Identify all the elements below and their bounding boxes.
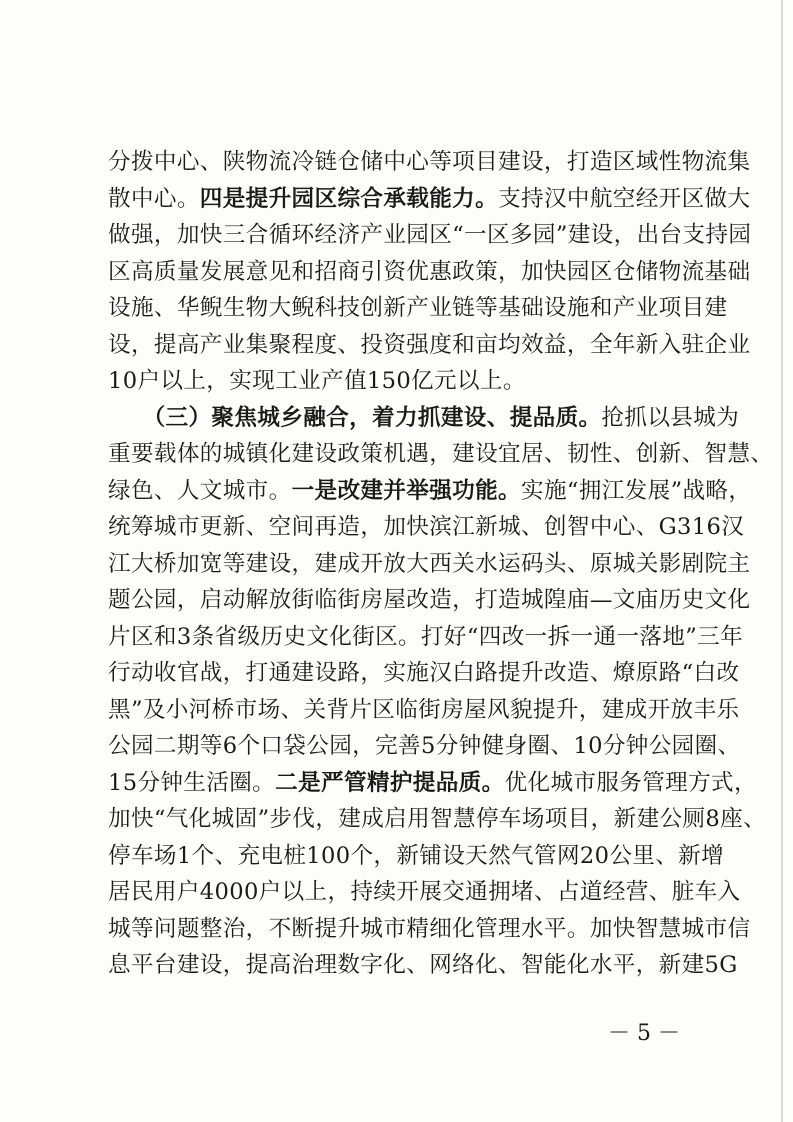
text-line [108, 728, 741, 765]
body-text: 行动收官战，打通建设路，实施汉白路提升改造、燎原路“白改 [108, 660, 740, 686]
bold-heading-text: （三）聚焦城乡融合，着力抓建设、提品质。 [153, 404, 602, 431]
body-text: 加快“气化城固”步伐，建成启用智慧停车场项目，新建公厕8座、 [108, 806, 767, 832]
body-text: 题公园，启动解放街临街房屋改造，打造城隍庙—文庙历史文化 [108, 587, 751, 613]
text-line [108, 473, 752, 510]
text-line [108, 327, 751, 364]
body-text: 15分钟生活圈。 [108, 769, 276, 796]
text-line [108, 290, 728, 327]
body-text: 支持汉中航空经开区做大 [498, 185, 751, 212]
text-line [108, 947, 738, 984]
bold-heading-text: 二是严管精护提品质。 [275, 769, 505, 796]
text-line [108, 144, 751, 181]
body-text: 10户以上，实现工业产值150亿元以上。 [108, 368, 526, 394]
body-text: 区高质量发展意见和招商引资优惠政策，加快园区仓储物流基础 [108, 258, 751, 285]
text-line [108, 509, 745, 546]
body-text: 息平台建设，提高治理数字化、网络化、智能化水平，新建5G [108, 952, 738, 978]
text-line [108, 181, 751, 218]
body-text: 城等问题整治，不断提升城市精细化管理水平。加快智慧城市信 [108, 915, 751, 942]
body-text: 实施“拥江发展”战略， [521, 477, 752, 504]
bold-heading-text: 一是改建并举强功能。 [291, 477, 521, 504]
body-text: 公园二期等6个口袋公园，完善5分钟健身圈、10分钟公园圈、 [108, 733, 741, 759]
body-text: 江大桥加宽等建设，建成开放大西关水运码头、原城关影剧院主 [108, 550, 751, 577]
text-line [108, 838, 725, 875]
text-line [108, 546, 751, 583]
body-text: 绿色、人文城市。 [108, 477, 292, 504]
page-edge-shadow [781, 0, 783, 1122]
body-text: 统筹城市更新、空间再造，加快滨江新城、创智中心、G316汉 [108, 514, 745, 540]
text-line [108, 436, 774, 473]
body-text: 设施、华鲵生物大鲵科技创新产业链等基础设施和产业项目建 [108, 295, 728, 321]
body-text: 黑”及小河桥市场、关背片区临街房屋风貌提升，建成开放丰乐 [108, 696, 740, 723]
body-text: 停车场1个、充电桩100个，新铺设天然气管网20公里、新增 [108, 842, 725, 869]
text-line [108, 619, 744, 656]
body-text [108, 405, 154, 431]
text-line [108, 692, 740, 729]
body-text: 设，提高产业集聚程度、投资强度和亩均效益，全年新入驻企业 [108, 331, 751, 358]
body-text: 优化城市服务管理方式， [504, 769, 757, 796]
text-line [108, 874, 741, 911]
text-line [108, 911, 751, 948]
text-line [108, 363, 690, 400]
page-number: － 5 － [608, 1021, 680, 1046]
text-line [108, 217, 752, 254]
bold-heading-text: 四是提升园区综合承载能力。 [199, 185, 499, 212]
text-line [108, 400, 740, 437]
body-text: 散中心。 [108, 185, 200, 212]
text-line [108, 582, 751, 619]
body-text: 居民用户4000户以上，持续开展交通拥堵、占道经营、脏车入 [108, 879, 741, 905]
body-text: 重要载体的城镇化建设政策机遇，建设宜居、韧性、创新、智慧、 [108, 441, 774, 467]
body-text: 抢抓以县城为 [601, 404, 740, 431]
text-line [108, 655, 740, 692]
body-text: 做强，加快三合循环经济产业园区“一区多园”建设，出台支持园 [108, 222, 752, 248]
text-line [108, 765, 757, 802]
text-line [108, 254, 751, 291]
text-line [108, 801, 767, 838]
document-body [108, 144, 774, 984]
body-text: 分拨中心、陕物流冷链仓储中心等项目建设，打造区域性物流集 [108, 149, 751, 175]
body-text: 片区和3条省级历史文化街区。打好“四改一拆一通一落地”三年 [108, 623, 744, 650]
